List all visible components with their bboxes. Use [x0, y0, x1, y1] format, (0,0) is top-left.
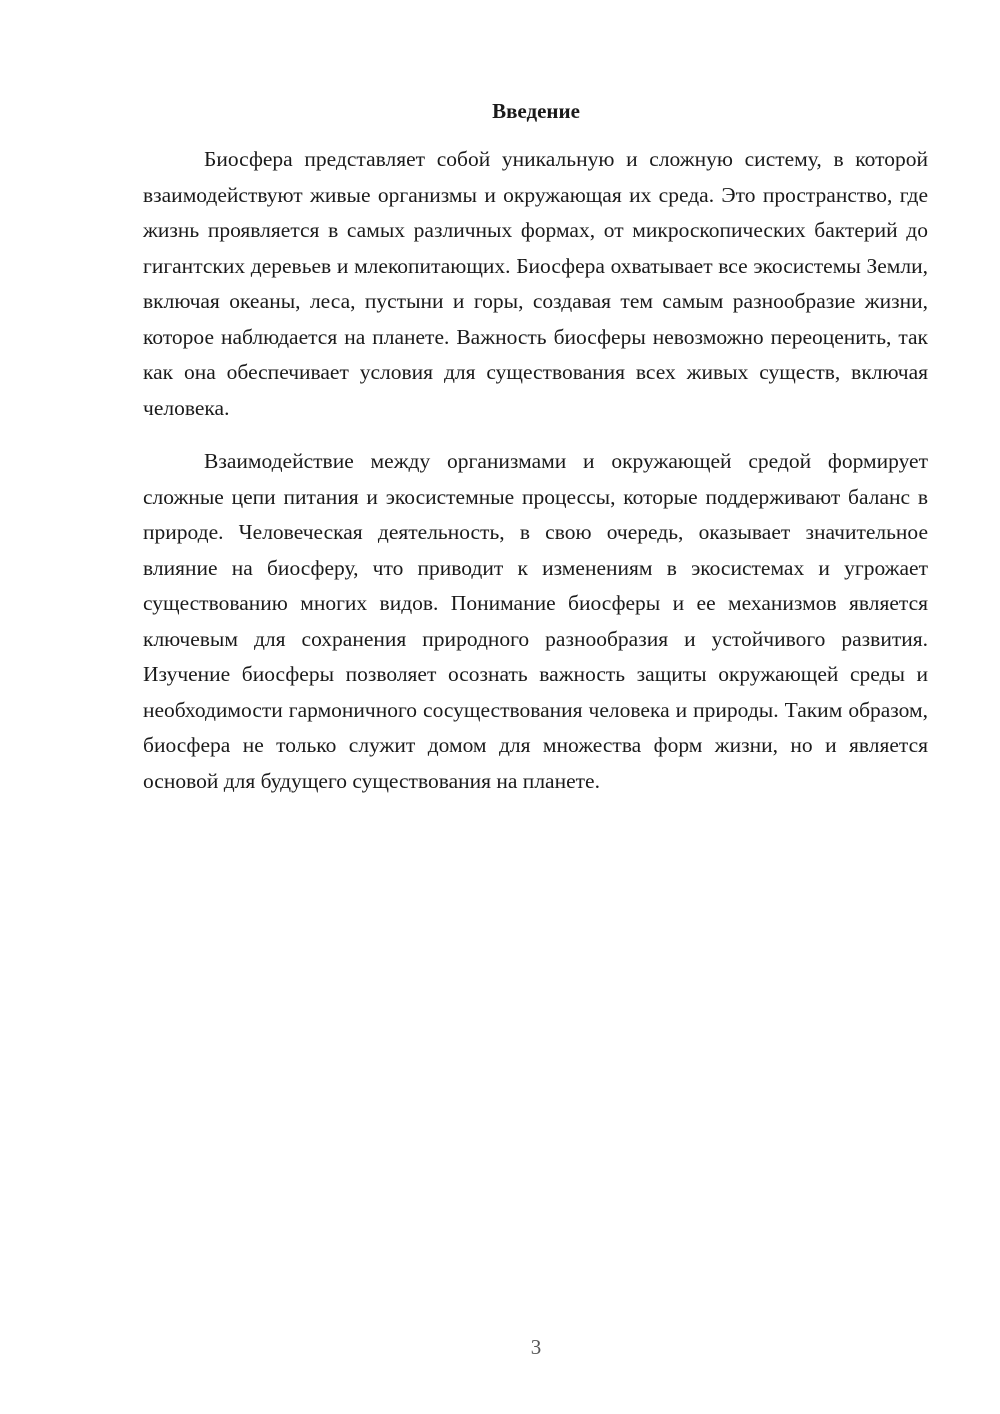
body-text — [143, 142, 928, 799]
section-title: Введение — [492, 99, 580, 123]
paragraph-1: Биосфера представляет собой уникальную и сложную систему, в которой взаимодействуют живые организмы и окружающая их среда. Это пространство, где жизнь проявляется в самых различных формах, от микроскопических бактерий до гигантских деревьев и млекопитающих. Биосфера охватывает все экосистемы Земли, включая океаны, леса, пустыни и горы, создавая тем самым разнообразие жизни, которое наблюдается на планете. Важность биосферы невозможно переоценить, так как она обеспечивает условия для существования всех живых существ, включая человека. — [143, 147, 928, 420]
paragraph-2: Взаимодействие между организмами и окружающей средой формирует сложные цепи питания и экосистемные процессы, которые поддерживают баланс в природе. Человеческая деятельность, в свою очередь, оказывает значительное влияние на биосферу, что приводит к изменениям в экосистемах и угрожает существованию многих видов. Понимание биосферы и ее механизмов является ключевым для сохранения природного разнообразия и устойчивого развития. Изучение биосферы позволяет осознать важность защиты окружающей среды и необходимости гармоничного сосуществования человека и природы. Таким образом, биосфера не только служит домом для множества форм жизни, но и является основой для будущего существования на планете. — [143, 449, 928, 793]
page-number: 3 — [530, 1335, 542, 1359]
